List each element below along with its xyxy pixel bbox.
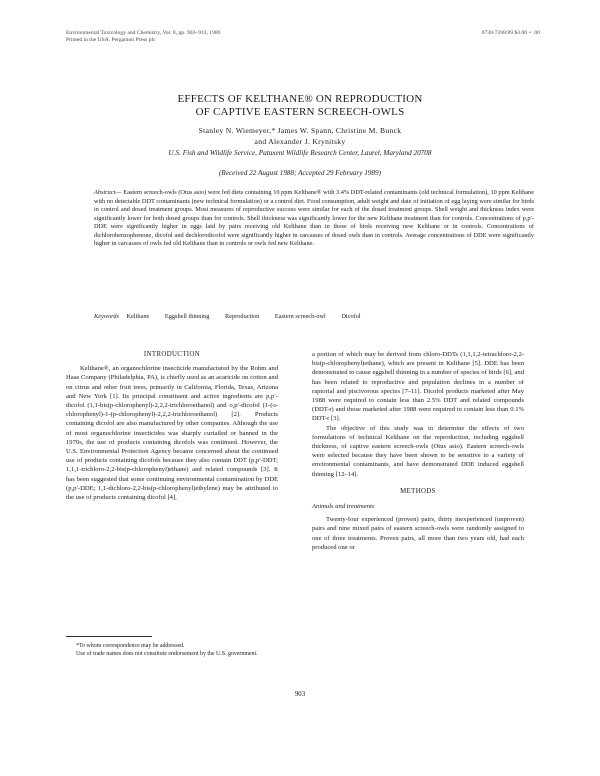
footnote-trade-names: Use of trade names does not constitute endorsement by the U.S. government. xyxy=(76,651,258,657)
methods-heading: METHODS xyxy=(400,487,436,495)
keyword: Reproduction xyxy=(225,313,260,320)
page-number: 903 xyxy=(294,691,306,698)
introduction-paragraph-1-part-a: Kelthane®, an organochlorine insecticide manufactured by the Rohm and Haas Company (Philadelphia, PA), is chiefly used as an acaricide on cotton and on citrus and other fruit trees, primarily in California, Florida, Texas, Arizona and New York [1]. Its principal constituent and active ingredients are p,p′-dicofol (1,1-bis(p-chlorophenyl)-2,2,2-trichloroethanol) and o,p′-dicofol (1-(o-chlorophenyl)-1-(p-chlorophenyl)-2,2,2-trichloroethanol) [2]. Products containing dicofol are also manufactured by other companies. Although the use of most organochlorine insecticides was sharply curtailed or banned in the 1970s, the use of products containing dicofols was continued. However, the U.S. Environmental Protection Agency became concerned about the continued use of products containing dicofols because they also contain DDT (p,p′-DDT; 1,1,1-trichloro-2,2-bis(p-chlorophenyl)ethane) and related compounds [3]. It has been suggested that some continuing environmental contamination by DDE (p,p′-DDE; 1,1-dichloro-2,2-bis(p-chlorophenyl)ethylene) may be attributed to the use of products containing dicofol [4], xyxy=(66,365,278,502)
publisher-line: Printed in the USA. Pergamon Press plc xyxy=(66,37,156,44)
column-left xyxy=(66,350,278,502)
footnote-rule xyxy=(66,636,152,637)
keyword: Kelthane xyxy=(126,313,150,320)
methods-subheading: Animals and treatments xyxy=(312,503,375,511)
received-accepted-dates: (Received 22 August 1988; Accepted 29 February 1989) xyxy=(218,169,381,177)
article-title xyxy=(0,93,600,119)
footnotes xyxy=(66,642,278,658)
journal-citation: Environmental Toxicology and Chemistry, Vol. 8, pp. 903–913, 1989 xyxy=(66,30,221,36)
title-line-2: OF CAPTIVE EASTERN SCREECH-OWLS xyxy=(195,106,405,118)
author-affiliation: U.S. Fish and Wildlife Service, Patuxent Wildlife Research Center, Laurel, Maryland 20708 xyxy=(168,149,432,157)
introduction-paragraph-2: The objective of this study was to determine the effects of two formulations of technical Kelthane on the reproduction, including eggshell thickness, of captive eastern screech-owls (Otus asio). Eastern screech-owls were selected because they have been shown to be sensitive to a variety of environmental contaminants, and have demonstrated DDE induced eggshell thinning [12–14]. xyxy=(312,424,524,478)
author-list xyxy=(0,125,600,147)
keywords-label: Keywords xyxy=(94,313,119,320)
abstract-text: — Eastern screech-owls (Otus asio) were fed diets containing 10 ppm Kelthane® with 3.4% DDT-related contaminants (old technical formulation), 10 ppm Kelthane with no detectable DDT contaminants (new technical formulation) or a control diet. Food consumption, adult weight and date of initiation of egg laying were similar for birds in control and dosed treatment groups. Most measures of reproductive success were similar for each of the dosed treatment groups. Shell weight and thickness index were significantly lower for both dosed groups than for controls. Shell thickness was significantly lower for the new Kelthane treatment than for controls. Concentrations of p,p′-DDE were significantly higher in eggs laid by pairs receiving old Kelthane than in those of birds receiving new Kelthane or in controls. Concentrations of dichlorobenzophenone, dicofol and dechlorodicofol were significantly higher in carcasses of dosed owls than in controls. Average concentrations of DDE were significantly higher in carcasses of owls fed old Kelthane than in controls or owls fed new Kelthane. xyxy=(94,189,534,248)
abstract xyxy=(94,189,534,249)
introduction-paragraph-1-part-b: a portion of which may be derived from chloro-DDTs (1,1,1,2-tetrachloro-2,2-bis(p-chlorophenyl)ethane), which are present in Kelthane [5]. DDE has been demonstrated to cause eggshell thinning in a number of species of birds [6], and has been related to reproductive and population declines in a number of raptorial and piscivorous species [7–11]. Dicofol products marketed after May 1988 were required to contain less than 2.5% DDT and related compounds (DDT-r) and those marketed after 1988 were required to contain less than 0.1% DDT-r [3]. xyxy=(312,351,524,423)
keyword: Dicofol xyxy=(341,313,361,320)
abstract-label: Abstract xyxy=(94,189,116,196)
authors-line-1: Stanley N. Wiemeyer,* James W. Spann, Christine M. Bunck xyxy=(198,126,402,135)
title-line-1: EFFECTS OF KELTHANE® ON REPRODUCTION xyxy=(177,93,423,105)
footnote-correspondence: *To whom correspondence may be addressed. xyxy=(76,643,185,649)
authors-line-2: and Alexander J. Krynitsky xyxy=(254,137,346,146)
journal-header xyxy=(66,30,220,45)
keyword: Eastern screech-owl xyxy=(274,313,326,320)
methods-paragraph-1: Twenty-four experienced (proven) pairs, thirty inexperienced (unproven) pairs and nine mixed pairs of eastern screech-owls were randomly assigned to one of three treatments. Proven pairs, all more than two years old, had each produced one or xyxy=(312,516,524,551)
column-right xyxy=(312,350,524,552)
keywords xyxy=(94,313,534,322)
keyword: Eggshell thinning xyxy=(164,313,210,320)
article-code: 0730-7268/89 $3.00 + .00 xyxy=(481,30,540,36)
introduction-heading: INTRODUCTION xyxy=(143,351,201,358)
